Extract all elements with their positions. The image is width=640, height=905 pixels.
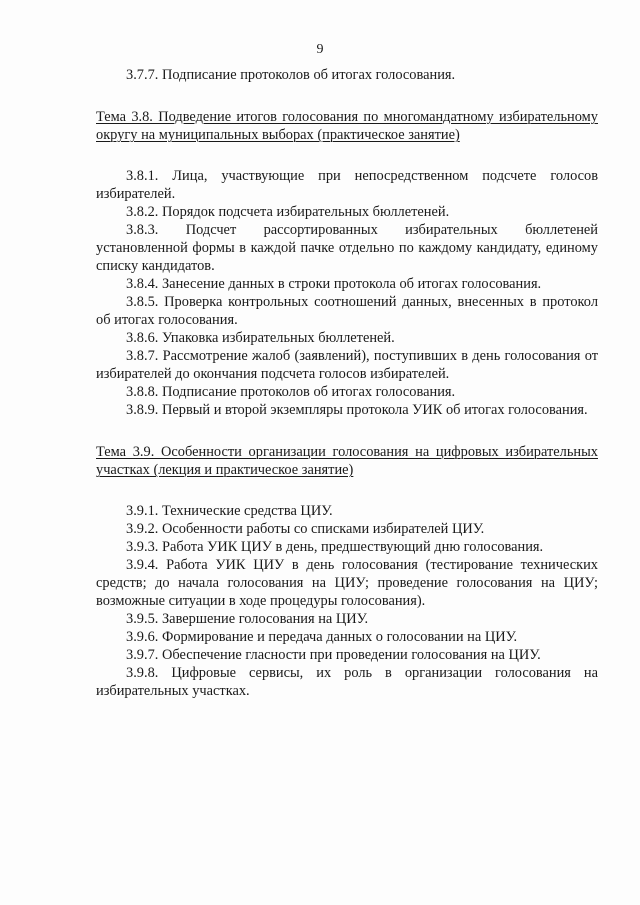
- list-item: 3.8.9. Первый и второй экземпляры протокола УИК об итогах голосования.: [126, 402, 588, 418]
- list-item: 3.9.5. Завершение голосования на ЦИУ.: [126, 611, 369, 627]
- topic-3-9-heading: Тема 3.9. Особенности организации голосования на цифровых избирательных участках (лекция и практическое занятие): [96, 444, 598, 478]
- list-item: 3.9.4. Работа УИК ЦИУ в день голосования (тестирование технических средств; до начала голосования на ЦИУ; проведение голосования на ЦИУ; возможные ситуации в ходе процедуры голосования).: [96, 557, 598, 609]
- list-item: 3.9.2. Особенности работы со списками избирателей ЦИУ.: [126, 521, 485, 537]
- list-item: 3.9.3. Работа УИК ЦИУ в день, предшествующий дню голосования.: [126, 539, 544, 555]
- list-item: 3.9.6. Формирование и передача данных о голосовании на ЦИУ.: [126, 629, 518, 645]
- list-item: 3.8.5. Проверка контрольных соотношений данных, внесенных в протокол об итогах голосования.: [96, 294, 598, 328]
- topic-3-8-heading: Тема 3.8. Подведение итогов голосования по многомандатному избирательному округу на муниципальных выборах (практическое занятие): [96, 109, 598, 143]
- item-3-7-7: 3.7.7. Подписание протоколов об итогах голосования.: [126, 67, 456, 83]
- document-body: [96, 64, 598, 700]
- list-item: 3.8.6. Упаковка избирательных бюллетеней.: [126, 330, 395, 346]
- list-item: 3.8.1. Лица, участвующие при непосредственном подсчете голосов избирателей.: [96, 168, 598, 202]
- list-item: 3.8.8. Подписание протоколов об итогах голосования.: [126, 384, 456, 400]
- list-item: 3.8.2. Порядок подсчета избирательных бюллетеней.: [126, 204, 450, 220]
- list-item: 3.8.4. Занесение данных в строки протокола об итогах голосования.: [126, 276, 542, 292]
- list-item: 3.8.3. Подсчет рассортированных избирательных бюллетеней установленной формы в каждой пачке отдельно по каждому кандидату, единому списку кандидатов.: [96, 222, 598, 274]
- list-item: 3.9.8. Цифровые сервисы, их роль в организации голосования на избирательных участках.: [96, 665, 598, 699]
- page-number: 9: [316, 42, 324, 57]
- list-item: 3.9.7. Обеспечение гласности при проведении голосования на ЦИУ.: [126, 647, 541, 663]
- list-item: 3.8.7. Рассмотрение жалоб (заявлений), поступивших в день голосования от избирателей до окончания подсчета голосов избирателей.: [96, 348, 598, 382]
- list-item: 3.9.1. Технические средства ЦИУ.: [126, 503, 333, 519]
